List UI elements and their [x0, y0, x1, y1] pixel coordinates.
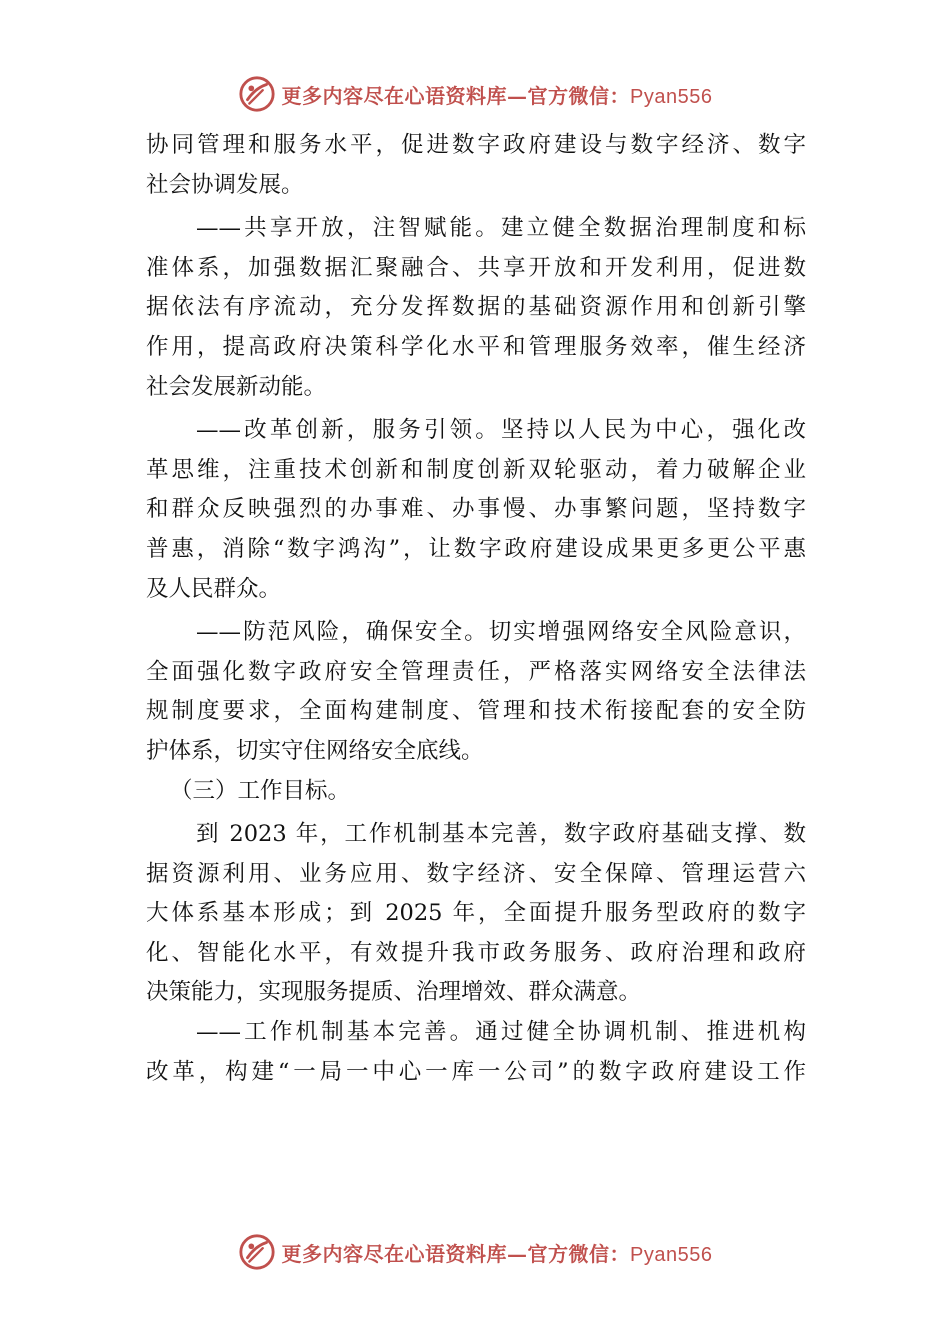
- text-line: 及人民群众。: [146, 575, 282, 602]
- text-line: 协同管理和服务水平，促进数字政府建设与数字经济、数字: [146, 132, 806, 158]
- text-line: 决策能力，实现服务提质、治理增效、群众满意。: [146, 979, 642, 1006]
- text-line: 和群众反映强烈的办事难、办事慢、办事繁问题，坚持数字: [146, 496, 806, 523]
- section-heading: （三）工作目标。: [170, 777, 351, 804]
- header-banner: [0, 70, 950, 118]
- footer-banner-text: 更多内容尽在心语资料库—官方微信：Pyan556: [281, 1241, 713, 1266]
- text-line: 据依法有序流动，充分发挥数据的基础资源作用和创新引擎: [146, 294, 806, 321]
- text-line: ——工作机制基本完善。通过健全协调机制、推进机构: [196, 1019, 806, 1046]
- text-line: 全面强化数字政府安全管理责任，严格落实网络安全法律法: [146, 658, 806, 685]
- text-line: 准体系，加强数据汇聚融合、共享开放和开发利用，促进数: [146, 254, 806, 281]
- header-wechat-id: Pyan556: [630, 85, 713, 108]
- footer-wechat-id: Pyan556: [630, 1243, 713, 1266]
- text-line: 到 2023 年，工作机制基本完善，数字政府基础支撑、数: [196, 821, 806, 848]
- text-line: 护体系，切实守住网络安全底线。: [146, 737, 484, 764]
- text-line: 化、智能化水平，有效提升我市政务服务、政府治理和政府: [146, 939, 806, 966]
- text-line: 改革，构建“一局一中心一库一公司”的数字政府建设工作: [146, 1058, 806, 1085]
- body-text: [146, 126, 806, 1092]
- text-line: 普惠，消除“数字鸿沟”，让数字政府建设成果更多更公平惠: [146, 535, 806, 562]
- footer-banner: [0, 1228, 950, 1276]
- text-line: 社会发展新动能。: [146, 373, 327, 400]
- text-line: 社会协调发展。: [146, 171, 304, 198]
- reading-logo-icon: [238, 1233, 276, 1271]
- header-banner-text: 更多内容尽在心语资料库—官方微信：Pyan556: [281, 83, 713, 108]
- text-line: 作用，提高政府决策科学化水平和管理服务效率，催生经济: [146, 333, 806, 360]
- text-line: 大体系基本形成；到 2025 年，全面提升服务型政府的数字: [146, 900, 806, 927]
- text-line: ——防范风险，确保安全。切实增强网络安全风险意识，: [196, 619, 806, 646]
- reading-logo-icon: [238, 75, 276, 113]
- text-line: ——共享开放，注智赋能。建立健全数据治理制度和标: [196, 215, 806, 242]
- text-line: 革思维，注重技术创新和制度创新双轮驱动，着力破解企业: [146, 456, 806, 483]
- text-line: 规制度要求，全面构建制度、管理和技术衔接配套的安全防: [146, 698, 806, 725]
- text-line: 据资源利用、业务应用、数字经济、安全保障、管理运营六: [146, 860, 806, 887]
- text-line: ——改革创新，服务引领。坚持以人民为中心，强化改: [196, 417, 806, 444]
